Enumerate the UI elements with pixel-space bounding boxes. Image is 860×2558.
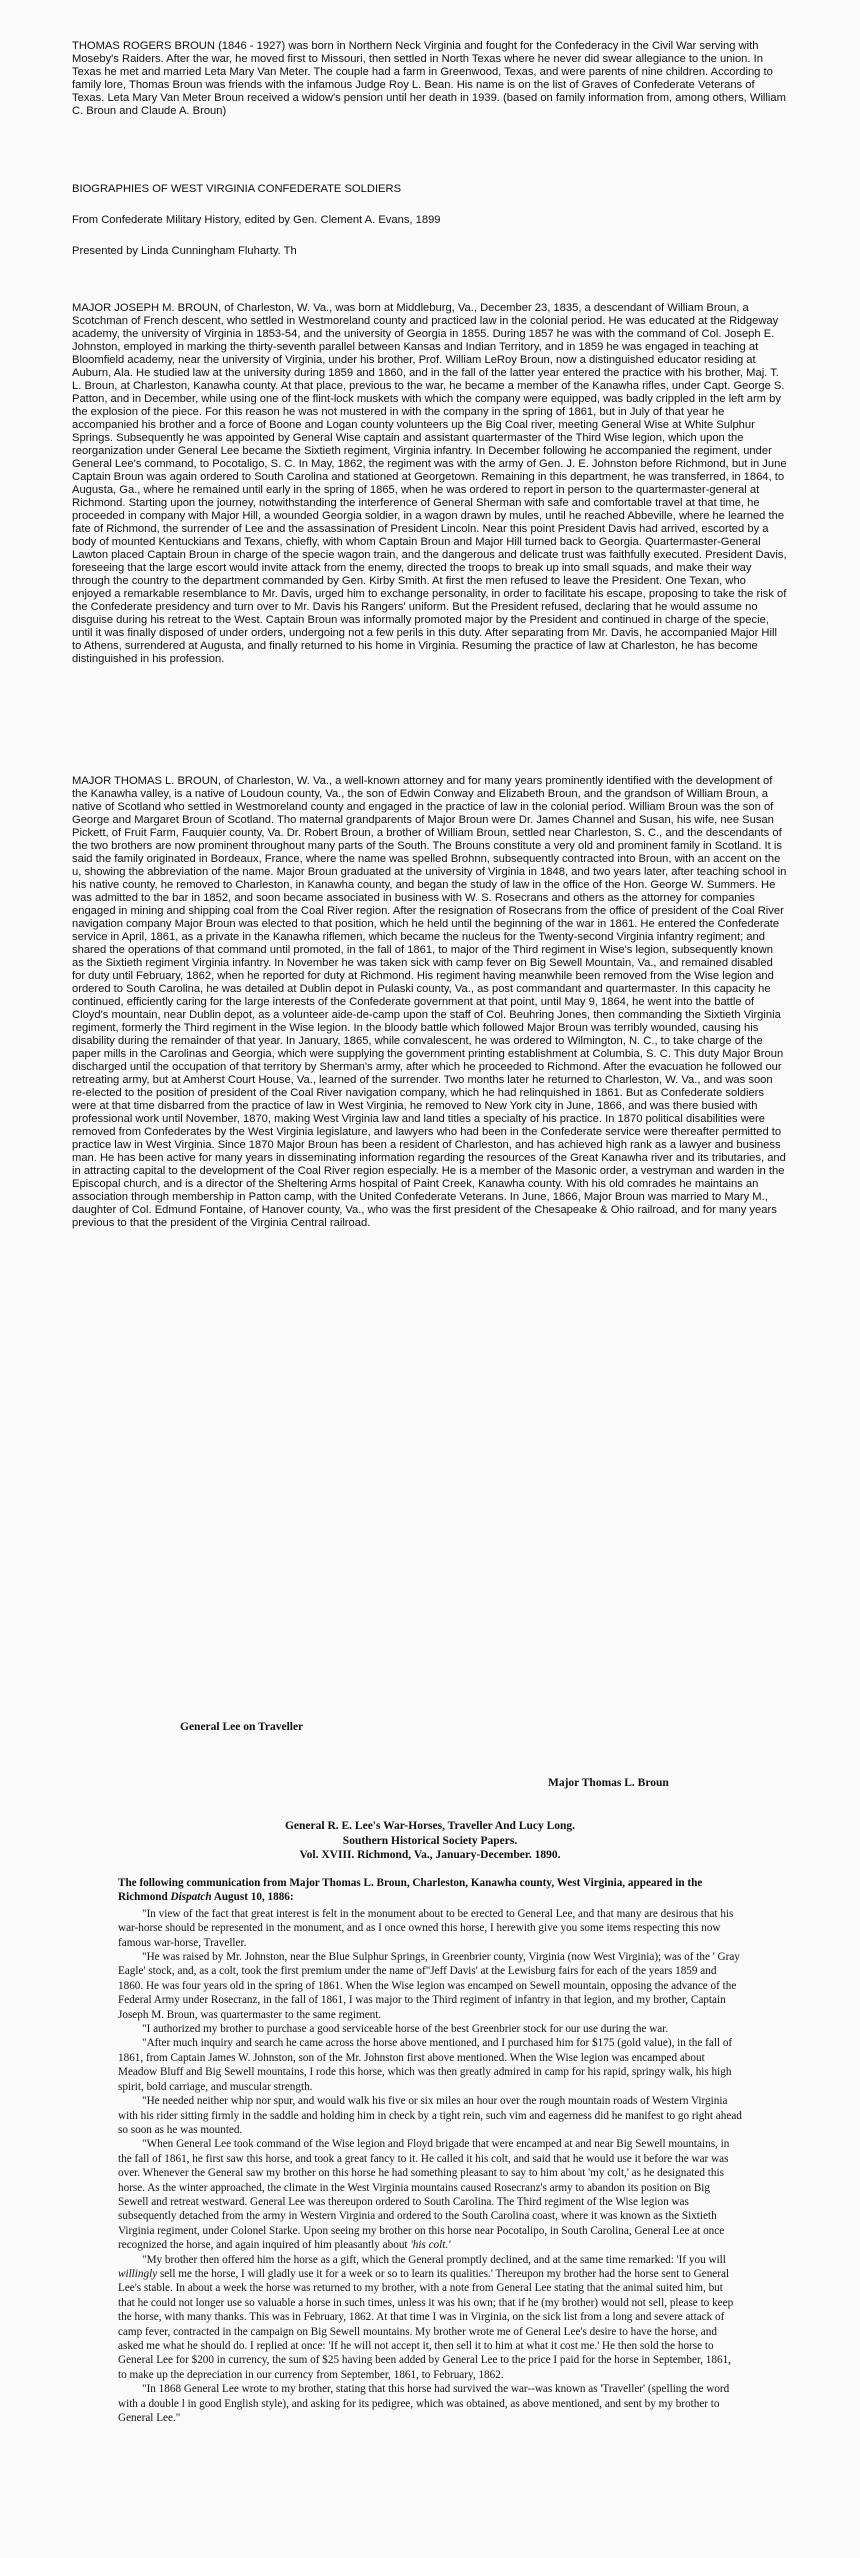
article-publication: Southern Historical Society Papers. xyxy=(342,1834,518,1847)
biography-joseph-broun: MAJOR JOSEPH M. BROUN, of Charleston, W. Va., was born at Middleburg, Va., December 23, 1835, a descendant of William Broun, a Scotchman of French descent, who settled in Westmoreland county and practiced law in the colonial period. He was educated at the Ridgeway academy, the university of Virginia in 1853-54, and the university of Georgia in 1855. During 1857 he was with the command of Col. Joseph E. Johnston, employed in marking the thirty-seventh parallel between Kansas and Indian Territory, and in 1859 he was engaged in teaching at Bloomfield academy, near the university of Virginia, under his brother, Prof. William LeRoy Broun, now a distinguished educator residing at Auburn, Ala. He studied law at the university during 1859 and 1860, and in the fall of the latter year entered the practice with his brother, Maj. T. L. Broun, at Charleston, Kanawha county. At that place, previous to the war, he became a member of the Kanawha rifles, under Capt. George S. Patton, and in December, while using one of the flint-lock muskets with which the company were equipped, was badly crippled in the left arm by the explosion of the piece. For this reason he was not mustered in with the company in the spring of 1861, but in July of that year he accompanied his brother and a force of Boone and Logan county volunteers up the Big Coal river, meeting General Wise at White Sulphur Springs. Subsequently he was appointed by General Wise captain and assistant quartermaster of the Third Wise legion, which upon the reorganization under General Lee became the Sixtieth regiment, Virginia infantry. In December following he accompanied the regiment, under General Lee's command, to Pocotaligo, S. C. In May, 1862, the regiment was with the army of Gen. J. E. Johnston before Richmond, but in June Captain Broun was again ordered to South Carolina and stationed at Georgetown. Remaining in this department, he was transferred, in 1864, to Augusta, Ga., where he remained until early in the spring of 1865, when he was ordered to report in person to the quartermaster-general at Richmond. Starting upon the journey, notwithstanding the interference of General Sherman with safe and comfortable travel at that time, he proceeded in company with Major Hill, a wounded Georgia soldier, in a wagon drawn by mules, until he reached Abbeville, where he learned the fate of Richmond, the surrender of Lee and the assassination of President Lincoln. Near this point President Davis had arrived, escorted by a body of mounted Kentuckians and Texans, chiefly, with whom Captain Broun and Major Hill turned back to Georgia. Quartermaster-General Lawton placed Captain Broun in charge of the specie wagon train, and the dangerous and delicate trust was faithfully executed. President Davis, foreseeing that the large escort would invite attack from the enemy, directed the troops to break up into small squads, and make their way through the country to the department commanded by Gen. Kirby Smith. At first the men refused to leave the President. One Texan, who enjoyed a remarkable resemblance to Mr. Davis, urged him to exchange personality, in order to facilitate his escape, proposing to take the risk of the Confederate presidency and turn over to Mr. Davis his Rangers' uniform. But the President refused, declaring that he would assume no disguise during his retreat to the West. Captain Broun was informally promoted major by the President and continued in charge of the specie, until it was finally disposed of under orders, undergoing not a few perils in this duty. After separating from Mr. Davis, he accompanied Major Hill to Athens, surrendered at Augusta, and finally returned to his home in Virginia. Resuming the practice of law at Charleston, he has become distinguished in his profession. xyxy=(72,302,787,665)
lead-dispatch: Dispatch xyxy=(170,1891,212,1904)
biographies-heading: BIOGRAPHIES OF WEST VIRGINIA CONFEDERATE SOLDIERS xyxy=(72,183,402,195)
article-title: General R. E. Lee's War-Horses, Traveller And Lucy Long. xyxy=(284,1820,576,1832)
article-lead xyxy=(118,1876,742,1905)
lee-section-title: General Lee on Traveller xyxy=(180,1721,304,1733)
article-volume: Vol. XVIII. Richmond, Va., January-December. 1890. xyxy=(299,1849,561,1861)
intro-paragraph: THOMAS ROGERS BROUN (1846 - 1927) was born in Northern Neck Virginia and fought for the Confederacy in the Civil War serving with Moseby's Raiders. After the war, he moved first to Missouri, then settled in North Texas where he never did swear allegiance to the union. In Texas he met and married Leta Mary Van Meter. The couple had a farm in Greenwood, Texas, and were parents of nine children. According to family lore, Thomas Broun was friends with the infamous Judge Roy L. Bean. His name is on the list of Graves of Confederate Veterans of Texas. Leta Mary Van Meter Broun received a widow's pension until her death in 1939. (based on family information from, among others, William C. Broun and Claude A. Broun) xyxy=(72,40,786,117)
article-paragraph: "He was raised by Mr. Johnston, near the Blue Sulphur Springs, in Greenbrier county, Virginia (now West Virginia); was of the ' Gray Eagle' stock, and, as a colt, took the first premium under the name of"Jeff Davis' at the Lewisburg fairs for each of the years 1859 and 1860. He was four years old in the spring of 1861. When the Wise legion was encamped on Sewell mountain, opposing the advance of the Federal Army under Rosecranz, in the fall of 1861, I was major to the Third regiment of infantry in that legion, and my brother, Captain Joseph M. Broun, was quartermaster to the same regiment. xyxy=(118,1951,740,2021)
lead-text: The following communication from Major Thomas L. Broun, Charleston, Kanawha county, West Virginia, appeared in the Richmond xyxy=(118,1877,703,1904)
presented-by-line: Presented by Linda Cunningham Fluharty. Th xyxy=(72,245,297,257)
italic-phrase: 'his colt.' xyxy=(410,2239,451,2252)
article-paragraph xyxy=(118,2137,742,2252)
paragraph-text: sell me the horse, I will gladly use it for a week or so to learn its qualities.' Thereupon my brother had the horse sent to General Lee's stable. In about a week the horse was returned to my brother, with a note from General Lee stating that the animal suited him, but that he could not longer use so valuable a horse in such times, unless it was his own; that if he (my brother) would not sell, please to keep the horse, with many thanks. This was in February, 1862. At that time I was in Virginia, on the sick list from a long and severe attack of camp fever, contracted in the campaign on Big Sewell mountains. My brother wrote me of General Lee's desire to have the horse, and asked me what he should do. I replied at once: 'If he will not accept it, then sell it to him at what it cost me.' He then sold the horse to General Lee for $200 in currency, the sum of $25 having been added by General Lee to the price I paid for the horse in September, 1861, to make up the depreciation in our currency from September, 1861, to February, 1862. xyxy=(118,2267,734,2381)
source-line: From Confederate Military History, edited by Gen. Clement A. Evans, 1899 xyxy=(72,214,441,226)
paragraph-text: "My brother then offered him the horse as a gift, which the General promptly declined, and at the same time remarked: 'If you will xyxy=(142,2253,726,2266)
italic-word: willingly xyxy=(118,2267,158,2280)
article-body xyxy=(118,1876,742,2425)
article-header xyxy=(150,1819,710,1863)
article-paragraph xyxy=(118,2253,742,2383)
biography-thomas-broun: MAJOR THOMAS L. BROUN, of Charleston, W. Va., a well-known attorney and for many years prominently identified with the development of the Kanawha valley, is a native of Loudoun county, Va., the son of Edwin Conway and Elizabeth Broun, and the grandson of William Broun, a native of Scotland who settled in Westmoreland county and engaged in the practice of law in the colonial period. William Broun was the son of George and Margaret Broun of Scotland. Tho maternal grandparents of Major Broun were Dr. James Channel and Susan, his wife, nee Susan Pickett, of Fruit Farm, Fauquier county, Va. Dr. Robert Broun, a brother of William Broun, settled near Charleston, S. C., and the descendants of the two brothers are now prominent throughout many parts of the South. The Brouns constitute a very old and prominent family in Scotland. It is said the family originated in Bordeaux, France, where the name was spelled Brohnn, subsequently contracted into Broun, with an accent on the u, showing the abbreviation of the name. Major Broun graduated at the university of Virginia in 1848, and two years later, after teaching school in his native county, he removed to Charleston, in Kanawha county, and began the study of law in the office of the Hon. George W. Summers. He was admitted to the bar in 1852, and soon became associated in business with W. S. Rosecrans and others as the attorney for companies engaged in mining and shipping coal from the Coal River region. After the resignation of Rosecrans from the office of president of the Coal River navigation company Major Broun was elected to that position, which he held until the beginning of the war in 1861. He entered the Confederate service in April, 1861, as a private in the Kanawha riflemen, which became the nucleus for the Twenty-second Virginia infantry regiment; and shared the operations of that command until promoted, in the fall of 1861, to major of the Third regiment in Wise's legion, subsequently known as the Sixtieth regiment Virginia infantry. In November he was taken sick with camp fever on Big Sewell Mountain, Va., and remained disabled for duty until February, 1862, when he reported for duty at Richmond. His regiment having meanwhile been removed from the Wise legion and ordered to South Carolina, he was detailed at Dublin depot in Pulaski county, Va., as post commandant and quartermaster. In this capacity he continued, efficiently caring for the large interests of the Confederate government at that point, until May 9, 1864, he went into the battle of Cloyd's mountain, near Dublin depot, as a volunteer aide-de-camp upon the staff of Col. Beuhring Jones, then commanding the Sixtieth Virginia regiment, formerly the Third regiment in the Wise legion. In the bloody battle which followed Major Broun was terribly wounded, causing his disability during the remainder of that year. In January, 1865, while convalescent, he was ordered to Wilmington, N. C., to take charge of the paper mills in the Carolinas and Georgia, which were supplying the government printing establishment at Columbia, S. C. This duty Major Broun discharged until the occupation of that territory by Sherman's army, after which he proceeded to Richmond. After the evacuation he followed our retreating army, but at Amherst Court House, Va., learned of the surrender. Two months later he returned to Charleston, W. Va., and was soon re-elected to the position of president of the Coal River navigation company, which he had relinquished in 1861. But as Confederate soldiers were at that time disbarred from the practice of law in West Virginia, he removed to New York city in June, 1866, and was there busied with professional work until November, 1870, making West Virginia law and land titles a specialty of his practice. In 1870 political disabilities were removed from Confederates by the West Virginia legislature, and lawyers who had been in the Confederate service were thereafter permitted to practice law in West Virginia. Since 1870 Major Broun has been a resident of Charleston, and has achieved high rank as a lawyer and business man. He has been active for many years in disseminating information regarding the resources of the Great Kanawha river and its tributaries, and in attracting capital to the development of the Coal River region especially. He is a member of the Masonic order, a vestryman and warden in the Episcopal church, and is a director of the Sheltering Arms hospital of Paint Creek, Kanawha county. With his old comrades he maintains an association through membership in Patton camp, with the United Confederate Veterans. In June, 1866, Major Broun was married to Mary M., daughter of Col. Edmund Fontaine, of Hanover county, Va., who was the first president of the Chesapeake & Ohio railroad, and for many years previous to that the president of the Virginia Central railroad. xyxy=(72,775,787,1229)
lead-date: August 10, 1886: xyxy=(211,1891,294,1904)
article-paragraph: "He needed neither whip nor spur, and would walk his five or six miles an hour over the rough mountain roads of Western Virginia with his rider sitting firmly in the saddle and holding him in check by a tight rein, such vim and eagerness did he manifest to go right ahead so soon as he was mounted. xyxy=(118,2095,742,2136)
article-paragraph: "In 1868 General Lee wrote to my brother, stating that this horse had survived the war--was known as 'Traveller' (spelling the word with a double l in good English style), and asking for its pedigree, which was obtained, as above mentioned, and sent by my brother to General Lee." xyxy=(118,2383,730,2425)
article-author: Major Thomas L. Broun xyxy=(548,1777,669,1789)
paragraph-text: "When General Lee took command of the Wise legion and Floyd brigade that were encamped at and near Big Sewell mountains, in the fall of 1861, he first saw this horse, and took a great fancy to it. He called it his colt, and said that he would use it before the war was over. Whenever the General saw my brother on this horse he had something pleasant to say to him about 'my colt,' as he designated this horse. As the winter approached, the climate in the West Virginia mountains caused Rosecranz's army to abandon its position on Big Sewell and retreat westward. General Lee was thereupon ordered to South Carolina. The Third regiment of the Wise legion was subsequently detached from the army in Western Virginia and ordered to the South Carolina coast, where it was known as the Sixtieth Virginia regiment, under Colonel Starke. Upon seeing my brother on this horse near Pocotalipo, in South Carolina, General Lee at once recognized the horse, and again inquired of him pleasantly about xyxy=(118,2138,730,2252)
article-paragraph: "In view of the fact that great interest is felt in the monument about to be erected to General Lee, and that many are desirous that his war-horse should be represented in the monument, and as I once owned this horse, I herewith give you some items respecting this now famous war-horse, Traveller. xyxy=(118,1907,734,1949)
article-paragraph: "I authorized my brother to purchase a good serviceable horse of the best Greenbrier stock for our use during the war. xyxy=(142,2023,669,2036)
article-paragraph: "After much inquiry and search he came across the horse above mentioned, and I purchased him for $175 (gold value), in the fall of 1861, from Captain James W. Johnston, son of the Mr. Johnston first above mentioned. When the Wise legion was encamped about Meadow Bluff and Big Sewell mountains, I rode this horse, which was then greatly admired in camp for his rapid, springy walk, his high spirit, bold carriage, and muscular strength. xyxy=(118,2037,733,2093)
